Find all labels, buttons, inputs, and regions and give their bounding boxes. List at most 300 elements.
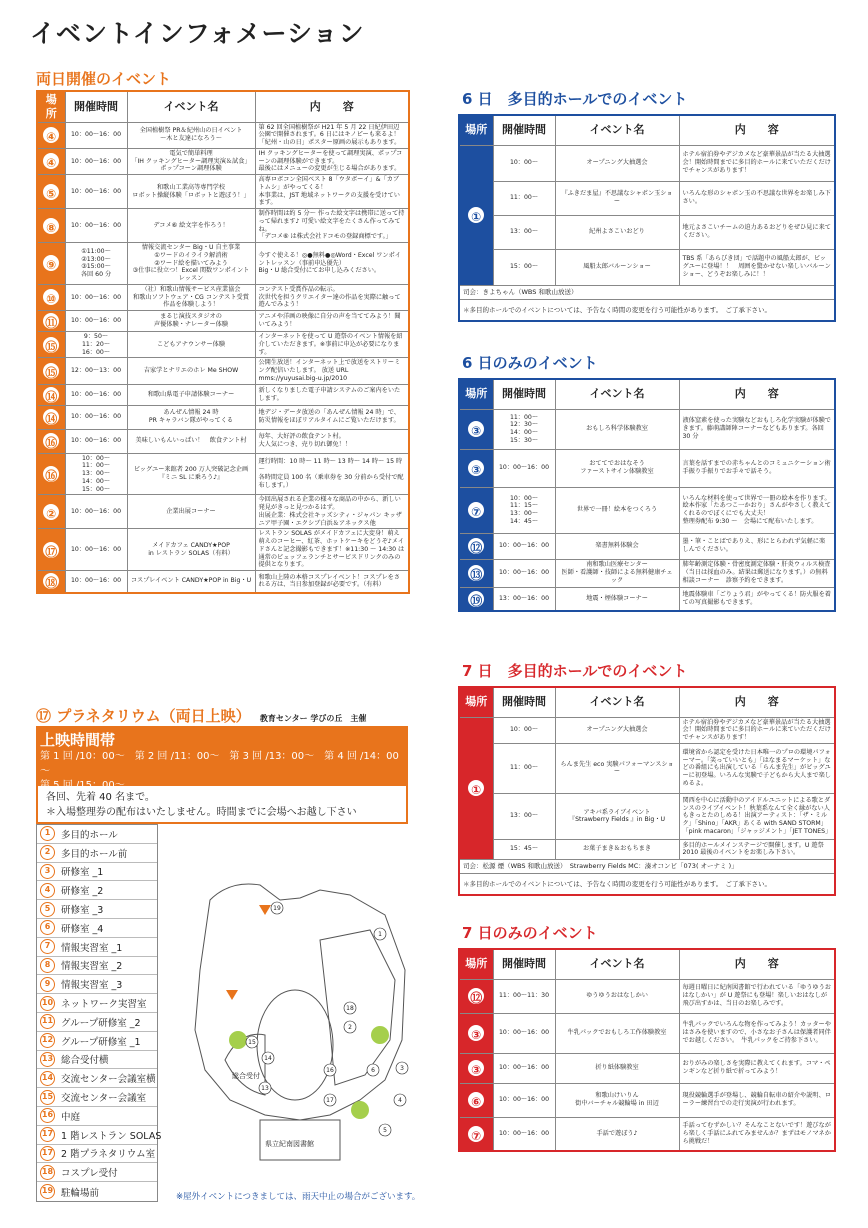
time-cell: 10：00～16：00 [493, 1053, 555, 1083]
content-cell: 今回出展される企業の様々な商品の中から、新しい発見がきっと見つかるはず。 出展企業：株式会社キッズシティ・ジャパン キッザニア甲子園・エクシブ白浜＆アネックス他 [255, 495, 409, 529]
time-cell: 10：00～ 11：15～ 13：00～ 14：45～ [493, 487, 555, 533]
event-name-cell: ゆうゆうおはなしかい [555, 979, 679, 1013]
place-number: ⑬ [466, 563, 486, 583]
venue-map [170, 830, 415, 1190]
header-time: 開催時間 [493, 949, 555, 979]
legend-number: 13 [40, 1052, 55, 1067]
header-time: 開催時間 [65, 91, 127, 122]
time-cell: 10：00～16：00 [65, 384, 127, 405]
schedule-line-2: 第 5 回 /15：00～ [40, 780, 125, 791]
table-row [37, 429, 409, 453]
map-marker-label: 1 [378, 931, 382, 938]
legend-number: 15 [40, 1090, 55, 1105]
event-name-cell: 風船太郎バルーンショー [555, 249, 679, 285]
legend-item [37, 1088, 157, 1107]
table-row [37, 175, 409, 209]
content-cell: 和歌山上陸の本格コスプレイベント！コスプレをされる方は、当日参加登録が必要です。（有料） [255, 571, 409, 593]
content-cell: 環境省から認定を受けた日本唯一のプロの環境パフォーマー。「笑っていいとも」「はなまるマーケット」などの番組にも出演している「らんま先生」がビッグユーに初登場。いろんな実験で子どもから大人まで楽しめるよ。 [679, 743, 835, 793]
table-row [37, 358, 409, 384]
legend-label: コスプレ受付 [61, 1168, 118, 1180]
content-cell: 毎週日曜日に紀南図書館で行われている「ゆうゆうおはなしかい」が U 遊祭にも登場！楽しいおはなしが飛び出すかは、当日のお楽しみです。 [679, 979, 835, 1013]
content-cell: 毎年、大好評の飲食テント村。 大人気につき、売り切れ御免！！ [255, 429, 409, 453]
event-name-cell: らんま先生 eco 実験パフォーマンスショー [555, 743, 679, 793]
table-row [459, 181, 835, 215]
event-name-cell: 全国植樹祭 PR＆紀州山の日イベント ～木と友達になろう～ [127, 122, 255, 148]
place-number: ⑮ [41, 361, 61, 381]
time-cell: 13：00～ [493, 793, 555, 839]
place-cell [37, 284, 65, 310]
table-row [459, 215, 835, 249]
place-cell [37, 529, 65, 571]
time-cell: 15：00～ [493, 249, 555, 285]
time-cell: 10：00～ [493, 717, 555, 743]
legend-number: 18 [40, 1165, 55, 1180]
day6-hall-table [458, 114, 836, 322]
time-cell: 10：00～16：00 [493, 533, 555, 559]
place-number: ⑦ [466, 500, 486, 520]
content-cell: 地デジ・データ放送の「あんぜん情報 24 時」で、防災情報をほぼリアルタイムにご覧いただけます。 [255, 405, 409, 429]
event-name-cell: メイドカフェ CANDY★POP in レストラン SOLAS（有料） [127, 529, 255, 571]
event-name-cell: 企業出展コーナー [127, 495, 255, 529]
place-number: ④ [41, 151, 61, 171]
time-cell: 10：00～16：00 [493, 1013, 555, 1053]
table-row [459, 743, 835, 793]
map-entrance-marker-icon [259, 905, 271, 915]
header-content: 内 容 [679, 115, 835, 145]
content-cell: 今すぐ使える！◎●無料●◎Word・Excel ワンポイントレッスン（事前申込優先） Big・U 総合受付にてお申し込みください。 [255, 243, 409, 285]
map-marker-label: 5 [383, 1127, 387, 1134]
table-row [37, 243, 409, 285]
map-marker-label: 3 [400, 1065, 404, 1072]
hall-note-cell: ＊多目的ホールでのイベントについては、予告なく時間の変更を行う可能性があります。 ご了承下さい。 [463, 305, 771, 314]
time-cell: 10：00～16：00 [65, 122, 127, 148]
time-cell: 13：00～ [493, 215, 555, 249]
planetarium-info-1: 各回、先着 40 名まで。 [46, 792, 155, 803]
planetarium-num: ⑰ [36, 707, 52, 725]
legend-number: 19 [40, 1184, 55, 1199]
place-number: ⑯ [41, 431, 61, 451]
time-cell: 11：00～11：30 [493, 979, 555, 1013]
content-cell: TBS 系「あらびき団」で話題中の風船太郎が、ビッグユーに登場！！ 周囲を驚かせない楽しいバルーンショー、どうぞお楽しみに！！ [679, 249, 835, 285]
place-cell [459, 145, 493, 285]
day7-only-table [458, 948, 836, 1152]
header-event: イベント名 [127, 91, 255, 122]
table-row [37, 495, 409, 529]
place-cell [37, 122, 65, 148]
content-cell: いろんな形のシャボン玉の不思議な世界をお楽しみ下さい。 [679, 181, 835, 215]
time-cell: 11：00～ 12：30～ 14：00～ 15：30～ [493, 409, 555, 449]
both-days-table [36, 90, 410, 594]
time-cell: ①11:00～ ②13:00～ ③15:00～ 各回 60 分 [65, 243, 127, 285]
event-name-cell: 和歌山工業高等専門学校 ロボット操縦体験「ロボットと遊ぼう！」 [127, 175, 255, 209]
legend-item [37, 1051, 157, 1070]
event-name-cell: デコメ⑥ 絵文字を作ろう！ [127, 209, 255, 243]
place-number: ⑨ [41, 253, 61, 273]
planetarium-title: プラネタリウム（両日上映） [56, 707, 251, 725]
table-row [459, 1053, 835, 1083]
legend-label: ネットワーク実習室 [61, 999, 147, 1011]
place-number: ① [466, 205, 486, 225]
header-event: イベント名 [555, 687, 679, 717]
legend-number: 14 [40, 1071, 55, 1086]
legend-item [37, 1069, 157, 1088]
table-row [459, 587, 835, 611]
event-name-cell: 和歌山県電子申請体験コーナー [127, 384, 255, 405]
event-name-cell: まるじ演技スタジオの 声優体験・ナレーター体験 [127, 311, 255, 332]
place-cell [37, 495, 65, 529]
map-entrance-marker-icon [226, 990, 238, 1000]
map-marker-label: 2 [348, 1024, 352, 1031]
bottom-note: ※屋外イベントにつきましては、雨天中止の場合がございます。 [176, 1192, 421, 1202]
event-name-cell: 『ふきだま屋』不思議なシャボン玉ショー [555, 181, 679, 215]
event-name-cell: 手話で遊ぼう♪ [555, 1117, 679, 1151]
table-row [37, 453, 409, 495]
legend-item [37, 919, 157, 938]
place-number: ⑪ [41, 311, 61, 331]
time-cell: 10：00～16：00 [65, 571, 127, 593]
map-reception-label: 総合受付 [232, 1072, 260, 1080]
place-cell [37, 453, 65, 495]
place-cell [37, 384, 65, 405]
place-cell [37, 358, 65, 384]
content-cell: 関西を中心に活動中のアイドルユニットによる歌とダンスのライブイベント！秋葉系なんて全く縁がない人もきっとたのしめる！出演アーティスト：「ザ・ミルク」「Shino」「AKR」あくる with SAND STORM」「pink macaron」「ジャッジメント」「JET TONES」 [679, 793, 835, 839]
content-cell: 液体窒素を使った実験などおもしろ化学実験が体験できます。藤萌講師陣コーナーなどもあります。各回 30 分 [679, 409, 835, 449]
header-content: 内 容 [255, 91, 409, 122]
event-name-cell: 情報交流センター Big・U 自主事業 ①ワードのイライラ解消術 ②ワード絵を描いてみよう ③仕事に役立つ！Excel 関数ワンポイントレッスン [127, 243, 255, 285]
table-row [37, 332, 409, 358]
table-row [37, 405, 409, 429]
content-cell: 地震体験車「ごりょう君」がやってくる！防火服を着ての写真撮影もできます。 [679, 587, 835, 611]
event-name-cell: 世界で一冊！絵本をつくろう [555, 487, 679, 533]
event-name-cell: （社）和歌山情報サービス産業協会 和歌山ソフトウェア・CG コンテスト受賞作品を体験しよう！ [127, 284, 255, 310]
place-cell [459, 717, 493, 859]
header-event: イベント名 [555, 949, 679, 979]
event-name-cell: 吉家学とナリエのホレ Me SHOW [127, 358, 255, 384]
content-cell: 第 62 回全国植樹祭が H21 年 5 月 22 日紀伊田辺公園で開催されます。6 日にはキノピーも来るよ！ 「紀州・山の日」ポスター原画の展示もあります。 [255, 122, 409, 148]
legend-number: 17 [40, 1127, 55, 1142]
time-cell: 10：00～16：00 [65, 311, 127, 332]
header-place: 場所 [37, 91, 65, 122]
table-row [37, 209, 409, 243]
table-row [459, 487, 835, 533]
legend-item [37, 825, 157, 844]
table-row [459, 979, 835, 1013]
time-cell: 10：00～ [493, 145, 555, 181]
place-number: ⑱ [41, 571, 61, 591]
header-place: 場所 [459, 687, 493, 717]
legend-number: 16 [40, 1108, 55, 1123]
event-name-cell: 牛乳パックでおもしろ工作体験教室 [555, 1013, 679, 1053]
event-name-cell: あんぜん情報 24 時 PR キャラバン隊がやってくる [127, 405, 255, 429]
place-cell [37, 332, 65, 358]
legend-item [37, 957, 157, 976]
table-row [37, 148, 409, 174]
table-row [459, 533, 835, 559]
map-marker-label: 6 [371, 1067, 375, 1074]
legend-label: 研修室 _3 [61, 905, 104, 917]
place-cell [37, 405, 65, 429]
event-name-cell: 楽書無料体験会 [555, 533, 679, 559]
place-number: ⑤ [41, 182, 61, 202]
legend-number: 10 [40, 996, 55, 1011]
planetarium-heading [36, 705, 366, 726]
content-cell: 多目的ホールメインステージで開催します。U 遊祭 2010 最後のイベントをお楽しみ下さい。 [679, 839, 835, 859]
event-name-cell: オープニング大抽選会 [555, 717, 679, 743]
place-cell [459, 559, 493, 587]
legend-item [37, 881, 157, 900]
day7-hall-table [458, 686, 836, 896]
hall-note-cell: ＊多目的ホールでのイベントについては、予告なく時間の変更を行う可能性があります。 ご了承下さい。 [463, 879, 771, 888]
day6-only-table [458, 378, 836, 612]
header-time: 開催時間 [493, 687, 555, 717]
content-cell: 高専ロボコン全国ベスト 8「ウタボーイ」&「カブトムシ」がやってくる！ 本事業は、JST 地域ネットワークの支援を受けています。 [255, 175, 409, 209]
planetarium-organizer: 教育センター 学びの丘 主催 [259, 714, 367, 723]
legend-label: 総合受付横 [61, 1055, 109, 1067]
place-number: ④ [41, 125, 61, 145]
time-cell: 10：00～16：00 [65, 495, 127, 529]
content-cell: 公開生放送！インターネット上で放送をストリーミング配信いたします。 放送 URL mms://yuyusai.big-u.jp/2010 [255, 358, 409, 384]
table-row [37, 529, 409, 571]
legend-item [37, 1013, 157, 1032]
place-number: ⑭ [41, 407, 61, 427]
content-cell: 墨・筆・ことばでありえ、形にとらわれず気軽に楽しんでください。 [679, 533, 835, 559]
place-cell [37, 311, 65, 332]
map-marker-label: 17 [326, 1097, 334, 1104]
map-tree-icon [371, 1026, 389, 1044]
legend-item [37, 938, 157, 957]
map-marker-label: 13 [261, 1085, 269, 1092]
place-cell [459, 487, 493, 533]
place-number: ⑥ [466, 1090, 486, 1110]
event-name-cell: 紀州よさこいおどり [555, 215, 679, 249]
event-name-cell: 電気で簡単料理 「IH クッキングヒーター調理実演＆試食」 ポップコーン調理体験 [127, 148, 255, 174]
legend-label: 情報実習室 _1 [61, 942, 123, 954]
event-name-cell: アキバ系ライブイベント 『Strawberry Fields 』in Big・U [555, 793, 679, 839]
event-name-cell: オープニング大抽選会 [555, 145, 679, 181]
note-row [459, 299, 835, 321]
time-cell: 9：50～ 11：20～ 16：00～ [65, 332, 127, 358]
event-name-cell: こどもアナウンサー体験 [127, 332, 255, 358]
table-row [459, 559, 835, 587]
time-cell: 10：00～16：00 [65, 529, 127, 571]
content-cell: ホテル宿泊券やデジカメなど豪華景品が当たる大抽選会！開始時間までに多目的ホールに来ていただくだけでチャンスがあります！ [679, 717, 835, 743]
place-cell [459, 1013, 493, 1053]
content-cell: いろんな材料を使って世界で一冊の絵本を作ります。絵本作家「たあつこ一かおり」さんがやさしく教えてくれるのでぼくにでも大丈夫！ 整理券配布 9:30 ～ 会場にて配布いたします。 [679, 487, 835, 533]
legend-item [37, 975, 157, 994]
legend-number: 17 [40, 1146, 55, 1161]
content-cell: 現役競輪選手が登場し、競輪自転車の紹介や説明、ローラー練習台での走行実演が行われます。 [679, 1083, 835, 1117]
place-cell [37, 429, 65, 453]
content-cell: アニメや洋画の映像に自分の声を当ててみよう！聞いてみよう！ [255, 311, 409, 332]
content-cell: 制作時間は約 5 分～ 作った絵文字は携帯に送って持って帰れます♪ 可愛い絵文字をたくさん作ってみてね。 「デコメ⑥ は株式会社ドコモの登録商標です。」 [255, 209, 409, 243]
header-content: 内 容 [679, 379, 835, 409]
table-row [459, 793, 835, 839]
place-number: ③ [466, 419, 486, 439]
place-cell [459, 1083, 493, 1117]
legend-label: 交流センター会議室横 [61, 1074, 156, 1086]
event-name-cell: お菓子まき＆おもちまき [555, 839, 679, 859]
content-cell: 手話ってむずかしい？そんなことないです！遊びながら楽しく手話にふれてみませんか？まずはモノマネから挑戦だ！ [679, 1117, 835, 1151]
legend-number: 6 [40, 920, 55, 935]
content-cell: レストラン SOLAS がメイドカフェに大変身！萌え萌えのコーヒー、紅茶、ホットケーキをどうぞ♪メイドさんと記念撮影もできます！※11:30 ～ 14:30 は通常のビュッフェランチとサービスドリンクのみの提供となります。 [255, 529, 409, 571]
place-number: ① [466, 778, 486, 798]
map-library-label: 県立紀南図書館 [265, 1140, 314, 1148]
place-number: ③ [466, 1023, 486, 1043]
legend-number: 5 [40, 902, 55, 917]
place-cell [459, 979, 493, 1013]
legend-label: 研修室 _4 [61, 923, 104, 935]
table-row [459, 1083, 835, 1117]
legend-number: 8 [40, 958, 55, 973]
place-number: ⑭ [41, 385, 61, 405]
planetarium-info-2: ＊入場整理券の配布はいたしません。時間までに会場へお越し下さい [46, 807, 357, 818]
schedule-line-1: 第 1 回 /10：00～ 第 2 回 /11：00～ 第 3 回 /13：00～ 第 4 回 /14：00～ [40, 751, 399, 777]
place-number: ② [41, 502, 61, 522]
place-number: ③ [466, 458, 486, 478]
map-marker-label: 4 [398, 1097, 402, 1104]
legend-label: 駐輪場前 [61, 1187, 100, 1199]
note-row [459, 873, 835, 895]
time-cell: 10：00～16：00 [493, 559, 555, 587]
content-cell: コンテスト受賞作品の転示。 次世代を担うクリエイター達の作品を実際に触って遊んでみよう！ [255, 284, 409, 310]
time-cell: 15：45～ [493, 839, 555, 859]
table-row [459, 409, 835, 449]
legend-number: 2 [40, 845, 55, 860]
planetarium-info [36, 786, 408, 824]
time-cell: 10：00～16：00 [493, 449, 555, 487]
time-cell: 10：00～16：00 [65, 405, 127, 429]
table-row [459, 1117, 835, 1151]
page-title: イベントインフォメーション [30, 19, 365, 48]
place-number: ⑩ [41, 287, 61, 307]
content-cell: 新しくなりました電子申請システムのご案内をいたします。 [255, 384, 409, 405]
place-cell [459, 1053, 493, 1083]
content-cell: 言葉を話すまでの赤ちゃんとのコミュニケーション術 手振り手振りでお手々で話そう。 [679, 449, 835, 487]
schedule-heading: 上映時間帯 [40, 731, 116, 749]
legend-label: 情報実習室 _2 [61, 961, 123, 973]
legend-item [37, 863, 157, 882]
time-cell: 10：00～16：00 [65, 209, 127, 243]
legend-item [37, 900, 157, 919]
time-cell: 10：00～16：00 [493, 1117, 555, 1151]
table-row [459, 717, 835, 743]
legend-item [37, 1126, 162, 1145]
event-name-cell: コスプレイベント CANDY★POP in Big・U [127, 571, 255, 593]
legend-number: 12 [40, 1033, 55, 1048]
day6-hall-heading: 6 日 多目的ホールでのイベント [462, 90, 688, 108]
day6-only-heading: 6 日のみのイベント [462, 354, 598, 372]
legend-number: 1 [40, 826, 55, 841]
legend-item [37, 1163, 157, 1182]
event-name-cell: 和歌山けいりん 街中バーチャル競輪場 in 田辺 [555, 1083, 679, 1117]
legend-label: 中庭 [61, 1111, 81, 1123]
legend-label: 交流センター会議室 [61, 1093, 147, 1105]
header-time: 開催時間 [493, 115, 555, 145]
header-content: 内 容 [679, 949, 835, 979]
place-cell [459, 449, 493, 487]
header-place: 場所 [459, 949, 493, 979]
map-marker-label: 18 [346, 1005, 354, 1012]
place-number: ⑲ [466, 589, 486, 609]
time-cell: 10：00～16：00 [65, 148, 127, 174]
time-cell: 11：00～ [493, 743, 555, 793]
table-row [37, 122, 409, 148]
time-cell: 12：00～13：00 [65, 358, 127, 384]
legend-number: 9 [40, 977, 55, 992]
content-cell: 肺年齢測定体験・骨密度測定体験・肝炎ウィルス検査（当日は採血のみ。結果は郵送になります。）の無料相談コーナー 診察予約をできます。 [679, 559, 835, 587]
table-row [459, 839, 835, 859]
content-cell: 牛乳パックでいろんな物を作ってみよう！カッターやはさみを使いますので、小さなお子さんは保護者同伴でお越しください。 牛乳パックをご持参下さい。 [679, 1013, 835, 1053]
location-legend [36, 824, 162, 1202]
content-cell: おりがみの楽しさを実際に教えてくれます。コマ・ペンギンなど折り紙で折ってみよう！ [679, 1053, 835, 1083]
place-number: ⑯ [41, 464, 61, 484]
table-row [459, 249, 835, 285]
place-number: ⑦ [466, 1124, 486, 1144]
time-cell: 11：00～ [493, 181, 555, 215]
time-cell: 10：00～16：00 [493, 1083, 555, 1117]
map-building-outline [195, 884, 405, 1120]
place-cell [459, 587, 493, 611]
time-cell: 10：00～16：00 [65, 175, 127, 209]
place-number: ③ [466, 1058, 486, 1078]
mc-cell: 司会：きよちゃん（WBS 和歌山放送） [459, 285, 835, 299]
table-row [37, 284, 409, 310]
place-number: ⑰ [41, 540, 61, 560]
content-cell: IH クッキングヒーターを使って調理実演、ポップコーンの調理体験ができます。 最後にはメニューの変更が生じる場合があります。 [255, 148, 409, 174]
place-cell [37, 571, 65, 593]
place-number: ⑫ [466, 536, 486, 556]
place-number: ⑧ [41, 216, 61, 236]
content-cell: 運行時間：10 時～ 11 時～ 13 時～ 14 時～ 15 時～ 各時間定員 100 名（乗車券を 30 分前から受付で配布します。） [255, 453, 409, 495]
day7-hall-heading: 7 日 多目的ホールでのイベント [462, 662, 688, 680]
legend-number: 7 [40, 939, 55, 954]
legend-label: 1 階レストラン SOLAS [61, 1130, 162, 1142]
event-name-cell: 折り紙体験教室 [555, 1053, 679, 1083]
table-row [37, 311, 409, 332]
event-name-cell: ビッグユー来館者 200 万人突破記念企画 『ミニ SL に乗ろう♪』 [127, 453, 255, 495]
legend-label: グループ研修室 _1 [61, 1036, 141, 1048]
header-content: 内 容 [679, 687, 835, 717]
event-name-cell: おもしろ科学体験教室 [555, 409, 679, 449]
content-cell: ホテル宿泊券やデジカメなど豪華景品が当たる大抽選会！開始時間までに多目的ホールに来ていただくだけでチャンスがあります！ [679, 145, 835, 181]
map-tree-icon [229, 1031, 247, 1049]
mc-row [459, 285, 835, 299]
legend-number: 3 [40, 864, 55, 879]
legend-item [37, 844, 157, 863]
event-name-cell: 南和歌山医療センター 医師・看護師・技師による無料健康チェック [555, 559, 679, 587]
map-marker-label: 15 [248, 1039, 256, 1046]
legend-number: 4 [40, 883, 55, 898]
legend-number: 11 [40, 1014, 55, 1029]
map-marker-label: 19 [273, 905, 281, 912]
legend-label: グループ研修室 _2 [61, 1017, 141, 1029]
table-row [459, 145, 835, 181]
planetarium-schedule [36, 726, 408, 791]
legend-item [37, 1107, 157, 1126]
table-row [459, 1013, 835, 1053]
mc-cell: 司会：松源 煙（WBS 和歌山放送） Strawberry Fields MC：湊オコンビ「073( オーナミ )」 [459, 859, 835, 873]
time-cell: 10：00～ 11：00～ 13：00～ 14：00～ 15：00～ [65, 453, 127, 495]
table-row [37, 571, 409, 593]
header-place: 場所 [459, 115, 493, 145]
place-cell [37, 243, 65, 285]
event-name-cell: おててでおはなそう ファーストサイン体験教室 [555, 449, 679, 487]
day7-only-heading: 7 日のみのイベント [462, 924, 598, 942]
header-event: イベント名 [555, 115, 679, 145]
legend-label: 2 階プラネタリウム室 [61, 1149, 156, 1161]
place-number: ⑫ [466, 986, 486, 1006]
header-event: イベント名 [555, 379, 679, 409]
